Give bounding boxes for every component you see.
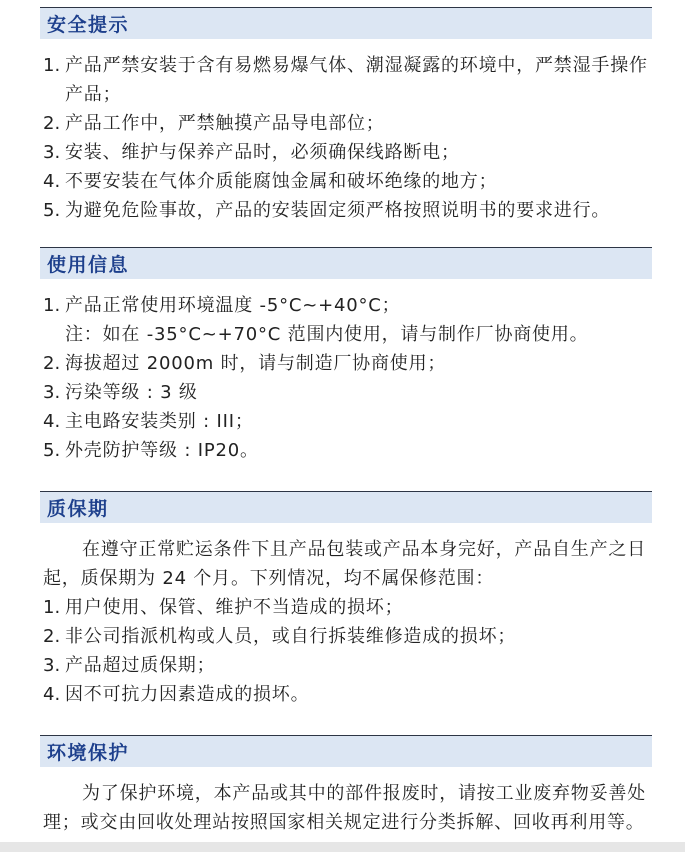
item-text-line: 用户使用、保管、维护不当造成的损坏； xyxy=(65,597,404,618)
item-text xyxy=(65,167,652,196)
item-text-line: 产品超过质保期； xyxy=(65,655,216,676)
item-number: 5. xyxy=(43,440,61,461)
item-number: 1. xyxy=(43,295,61,316)
item-text xyxy=(65,680,652,709)
list-item xyxy=(40,51,652,109)
item-number: 1. xyxy=(43,55,61,76)
list-item xyxy=(40,436,652,465)
item-text xyxy=(65,349,652,378)
item-number: 3. xyxy=(43,655,61,676)
item-text xyxy=(65,138,652,167)
list-item xyxy=(40,651,652,680)
list-item xyxy=(40,167,652,196)
environment-paragraph xyxy=(40,779,652,837)
usage-info-list xyxy=(40,291,652,465)
list-item xyxy=(40,378,652,407)
list-item xyxy=(40,622,652,651)
section-title: 质保期 xyxy=(47,498,109,520)
section-header xyxy=(40,491,652,523)
warranty-paragraph xyxy=(40,535,652,593)
item-number: 2. xyxy=(43,626,61,647)
item-text-line: 因不可抗力因素造成的损坏。 xyxy=(65,684,310,705)
item-number: 2. xyxy=(43,113,61,134)
page-bottom-strip xyxy=(0,842,685,852)
item-number: 3. xyxy=(43,142,61,163)
list-item xyxy=(40,593,652,622)
paragraph-line: 为了保护环境，本产品或其中的部件报废时，请按工业废弃物妥善处 xyxy=(82,783,646,804)
item-text-line: 不要安装在气体介质能腐蚀金属和破坏绝缘的地方； xyxy=(65,171,498,192)
section-usage-info xyxy=(40,247,652,465)
list-item xyxy=(40,291,652,349)
item-text-line: 产品； xyxy=(65,84,122,105)
item-text xyxy=(65,593,652,622)
item-text-line: 产品严禁安装于含有易燃易爆气体、潮湿凝露的环境中，严禁湿手操作 xyxy=(65,55,648,76)
safety-tips-list xyxy=(40,51,652,225)
item-number: 4. xyxy=(43,171,61,192)
item-text xyxy=(65,291,652,349)
item-text xyxy=(65,622,652,651)
list-item xyxy=(40,680,652,709)
item-text xyxy=(65,651,652,680)
paragraph-line: 起，质保期为 24 个月。下列情况，均不属保修范围： xyxy=(43,568,495,589)
item-text xyxy=(65,378,652,407)
item-text xyxy=(65,196,652,225)
item-text-line: 产品正常使用环境温度 -5°C~+40°C； xyxy=(65,295,401,316)
section-environmental-protection xyxy=(40,735,652,837)
section-title: 环境保护 xyxy=(47,742,130,764)
paragraph-line: 理；或交由回收处理站按照国家相关规定进行分类拆解、回收再利用等。 xyxy=(43,812,645,833)
list-item xyxy=(40,349,652,378)
item-text-line: 外壳防护等级 : IP20。 xyxy=(65,440,259,461)
list-item xyxy=(40,407,652,436)
item-number: 3. xyxy=(43,382,61,403)
section-header xyxy=(40,7,652,39)
item-text-line: 海拔超过 2000m 时，请与制造厂协商使用； xyxy=(65,353,447,374)
section-header xyxy=(40,735,652,767)
item-text xyxy=(65,407,652,436)
paragraph-line: 在遵守正常贮运条件下且产品包装或产品本身完好，产品自生产之日 xyxy=(82,539,646,560)
item-note-line: 注：如在 -35°C~+70°C 范围内使用，请与制作厂协商使用。 xyxy=(65,324,589,345)
item-text-line: 主电路安装类别 : III； xyxy=(65,411,254,432)
item-number: 1. xyxy=(43,597,61,618)
list-item xyxy=(40,196,652,225)
warranty-exclusions-list xyxy=(40,593,652,709)
item-text-line: 安装、维护与保养产品时，必须确保线路断电； xyxy=(65,142,460,163)
item-number: 5. xyxy=(43,200,61,221)
item-text-line: 产品工作中，严禁触摸产品导电部位； xyxy=(65,113,385,134)
item-text-line: 污染等级 : 3 级 xyxy=(65,382,198,403)
section-warranty xyxy=(40,491,652,709)
item-number: 2. xyxy=(43,353,61,374)
list-item xyxy=(40,138,652,167)
item-text-line: 为避免危险事故，产品的安装固定须严格按照说明书的要求进行。 xyxy=(65,200,611,221)
section-title: 使用信息 xyxy=(47,254,130,276)
item-text xyxy=(65,51,652,109)
item-text xyxy=(65,436,652,465)
item-text xyxy=(65,109,652,138)
section-title: 安全提示 xyxy=(47,14,130,36)
section-header xyxy=(40,247,652,279)
item-number: 4. xyxy=(43,684,61,705)
list-item xyxy=(40,109,652,138)
item-number: 4. xyxy=(43,411,61,432)
item-text-line: 非公司指派机构或人员，或自行拆装维修造成的损坏； xyxy=(65,626,517,647)
section-safety-tips xyxy=(40,7,652,225)
